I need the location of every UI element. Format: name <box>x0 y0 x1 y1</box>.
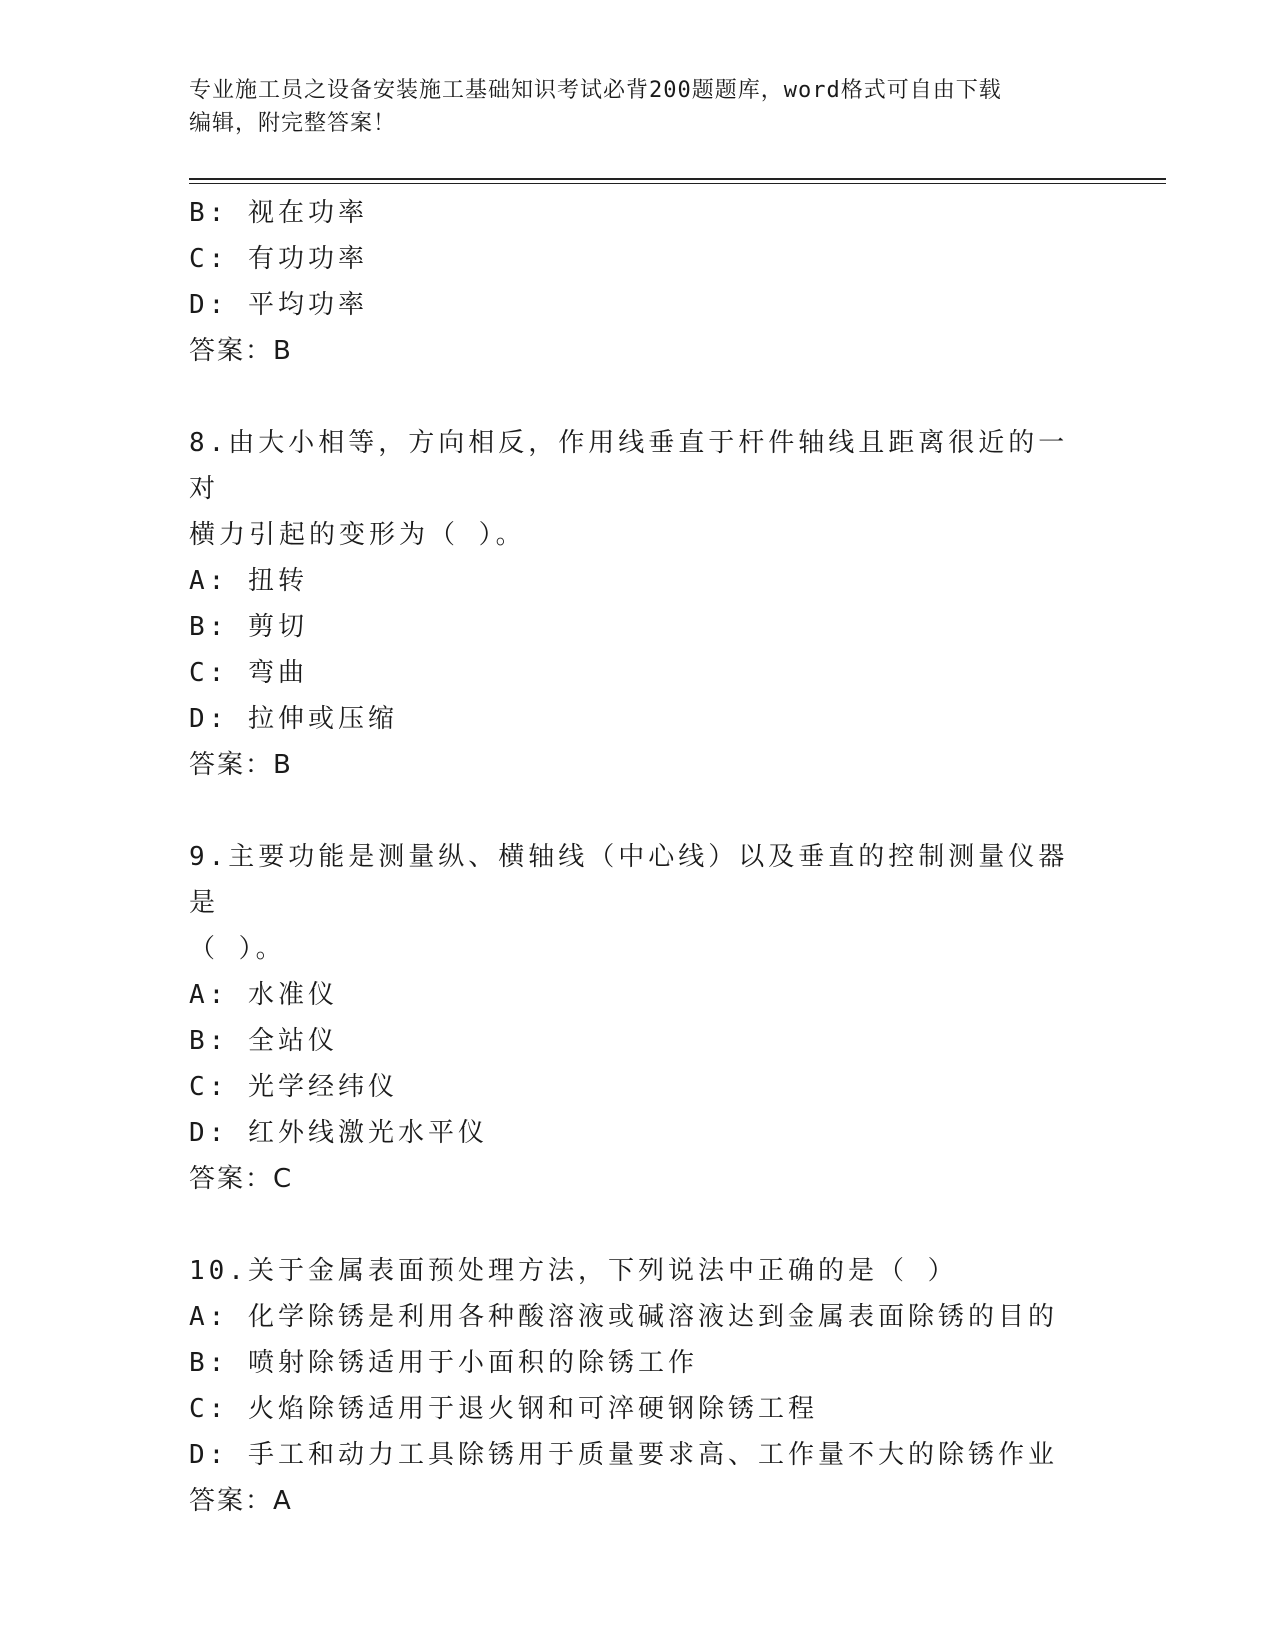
option-a: A: 化学除锈是利用各种酸溶液或碱溶液达到金属表面除锈的目的 <box>189 1302 1058 1332</box>
document-body <box>189 190 1089 1524</box>
option-d: D: 拉伸或压缩 <box>189 704 398 734</box>
answer: 答案：B <box>189 750 293 780</box>
option-c: C: 弯曲 <box>189 658 308 688</box>
header-divider-thick <box>189 178 1166 180</box>
header-divider-thin <box>189 183 1166 184</box>
option-c: C: 光学经纬仪 <box>189 1072 398 1102</box>
header-title-line1: 专业施工员之设备安装施工基础知识考试必背200题题库，word格式可自由下载 <box>189 78 1002 103</box>
option-d: D: 平均功率 <box>189 290 368 320</box>
option-c: C: 火焰除锈适用于退火钢和可淬硬钢除锈工程 <box>189 1394 818 1424</box>
option-c: C: 有功功率 <box>189 244 368 274</box>
answer: 答案：A <box>189 1486 293 1516</box>
option-a: A: 水准仪 <box>189 980 338 1010</box>
option-b: B: 全站仪 <box>189 1026 338 1056</box>
question-8 <box>189 420 1089 788</box>
answer: 答案：B <box>189 336 293 366</box>
question-stem-line: 横力引起的变形为（ ）。 <box>189 520 526 550</box>
question-9 <box>189 834 1089 1202</box>
page-header <box>189 74 1089 140</box>
question-continued <box>189 190 1089 374</box>
option-d: D: 红外线激光水平仪 <box>189 1118 488 1148</box>
question-stem-line: 10.关于金属表面预处理方法，下列说法中正确的是（ ） <box>189 1256 958 1286</box>
answer: 答案：C <box>189 1164 294 1194</box>
question-stem-line: 9.主要功能是测量纵、横轴线（中心线）以及垂直的控制测量仪器是 <box>189 842 1069 918</box>
option-a: A: 扭转 <box>189 566 308 596</box>
header-title-line2: 编辑，附完整答案！ <box>189 111 397 136</box>
question-stem-line: （ ）。 <box>189 934 286 964</box>
option-b: B: 剪切 <box>189 612 308 642</box>
option-b: B: 喷射除锈适用于小面积的除锈工作 <box>189 1348 698 1378</box>
question-stem-line: 8.由大小相等，方向相反，作用线垂直于杆件轴线且距离很近的一对 <box>189 428 1069 504</box>
option-b: B: 视在功率 <box>189 198 368 228</box>
question-10 <box>189 1248 1089 1524</box>
option-d: D: 手工和动力工具除锈用于质量要求高、工作量不大的除锈作业 <box>189 1440 1058 1470</box>
